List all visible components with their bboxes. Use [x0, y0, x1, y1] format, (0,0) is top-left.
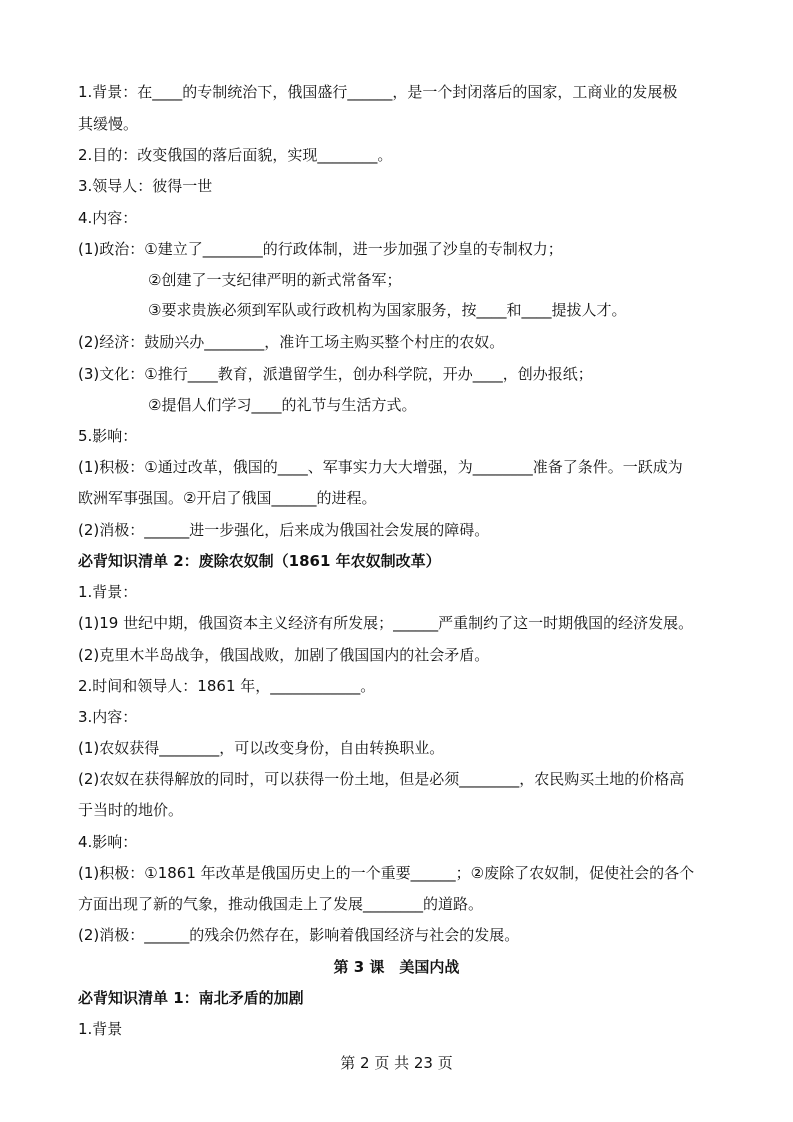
text-line: 1.背景：在____的专制统治下，俄国盛行______，是一个封闭落后的国家，工商业的发展极	[78, 83, 678, 101]
text-line: (1)积极：①通过改革，俄国的____、军事实力大大增强，为________准备了条件。一跃成为	[78, 458, 683, 476]
text-line: 欧洲军事强国。②开启了俄国______的进程。	[78, 489, 377, 507]
text-line: 4.内容：	[78, 209, 138, 227]
text-line: 于当时的地价。	[78, 801, 184, 819]
text-line: ②创建了一支纪律严明的新式常备军；	[148, 271, 402, 289]
text-line: 2.目的：改变俄国的落后面貌，实现________。	[78, 146, 393, 164]
text-line: (2)消极：______进一步强化，后来成为俄国社会发展的障碍。	[78, 521, 490, 539]
text-line: ③要求贵族必须到军队或行政机构为国家服务，按____和____提拔人才。	[148, 301, 627, 319]
text-line: 3.内容：	[78, 708, 138, 726]
text-line: (2)克里木半岛战争，俄国战败，加剧了俄国国内的社会矛盾。	[78, 646, 490, 664]
text-line: 方面出现了新的气象，推动俄国走上了发展________的道路。	[78, 895, 484, 913]
page-number-footer: 第 2 页 共 23 页	[340, 1054, 453, 1072]
text-line: 其缓慢。	[78, 115, 139, 133]
text-line: 2.时间和领导人：1861 年，____________。	[78, 677, 376, 695]
text-line: (1)农奴获得________，可以改变身份，自由转换职业。	[78, 739, 445, 757]
text-line: (2)经济：鼓励兴办________，准许工场主购买整个村庄的农奴。	[78, 333, 505, 351]
text-line: 3.领导人：彼得一世	[78, 177, 213, 195]
section-heading: 必背知识清单 2：废除农奴制（1861 年农奴制改革）	[78, 552, 441, 570]
text-line: 5.影响：	[78, 427, 138, 445]
text-line: 1.背景	[78, 1020, 123, 1038]
text-line: (2)农奴在获得解放的同时，可以获得一份土地，但是必须________，农民购买土地的价格高	[78, 770, 685, 788]
text-line: (2)消极：______的残余仍然存在，影响着俄国经济与社会的发展。	[78, 926, 520, 944]
lesson-title: 第 3 课 美国内战	[333, 958, 460, 976]
text-line: (1)19 世纪中期，俄国资本主义经济有所发展；______严重制约了这一时期俄国的经济发展。	[78, 614, 694, 632]
text-line: ②提倡人们学习____的礼节与生活方式。	[148, 396, 417, 414]
text-line: (1)政治：①建立了________的行政体制，进一步加强了沙皇的专制权力；	[78, 240, 563, 258]
text-line: (3)文化：①推行____教育，派遣留学生，创办科学院，开办____，创办报纸；	[78, 365, 593, 383]
text-line: (1)积极：①1861 年改革是俄国历史上的一个重要______；②废除了农奴制，促使社会的各个	[78, 864, 695, 882]
text-line: 4.影响：	[78, 833, 138, 851]
text-line: 1.背景：	[78, 583, 138, 601]
section-heading: 必背知识清单 1：南北矛盾的加剧	[78, 989, 304, 1007]
